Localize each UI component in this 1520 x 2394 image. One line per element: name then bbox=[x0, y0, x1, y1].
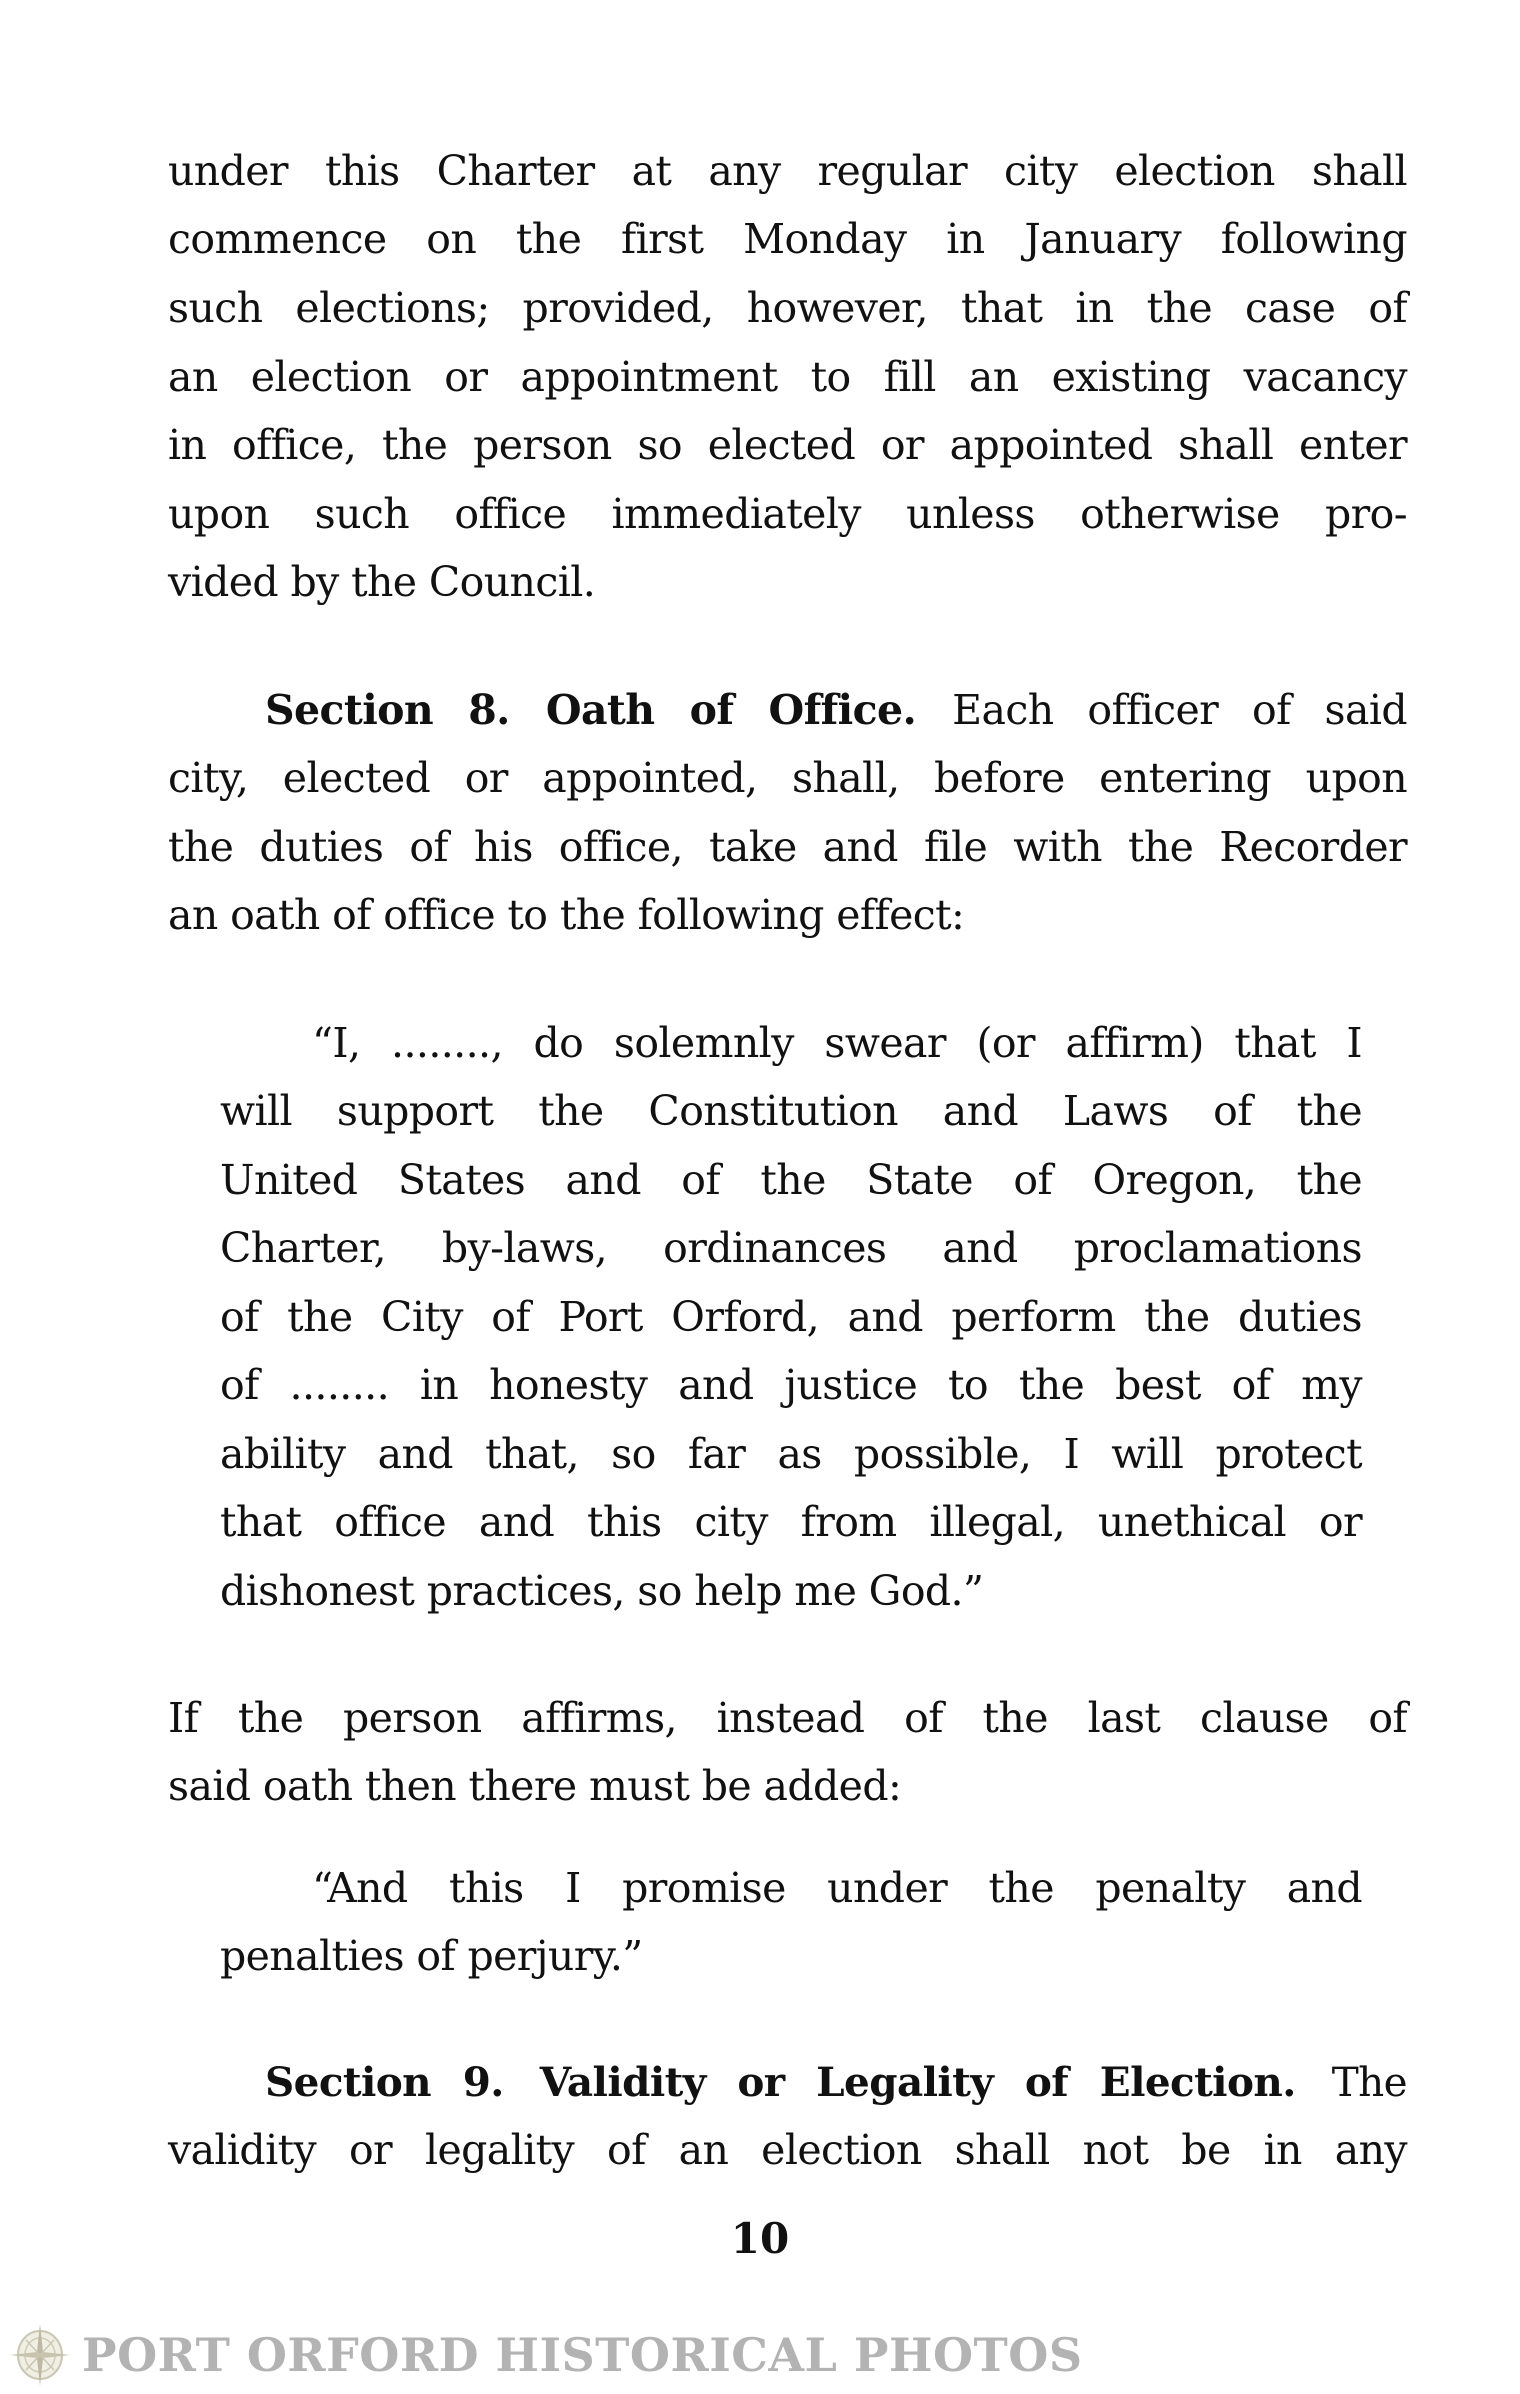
text-line: dishonest practices, so help me God.” bbox=[220, 1567, 984, 1615]
text-line: city, elected or appointed, shall, before entering upon bbox=[168, 754, 1407, 802]
text-line: validity or legality of an election shall not be in any bbox=[168, 2126, 1407, 2174]
text-line: the duties of his office, take and file with the Recorder bbox=[168, 823, 1407, 871]
text-line: an election or appointment to fill an existing vacancy bbox=[168, 353, 1407, 401]
text-line: of ........ in honesty and justice to the best of my bbox=[220, 1361, 1362, 1409]
text-line: United States and of the State of Oregon, the bbox=[220, 1156, 1362, 1204]
watermark-text: PORT ORFORD HISTORICAL PHOTOS bbox=[82, 2328, 1083, 2382]
text-line: upon such office immediately unless otherwise pro- bbox=[168, 490, 1407, 538]
text-line: that office and this city from illegal, unethical or bbox=[220, 1498, 1362, 1546]
section-title: Oath of Office. bbox=[545, 686, 917, 734]
text-fragment: Each officer of said bbox=[952, 686, 1407, 734]
page-number: 10 bbox=[730, 2214, 790, 2263]
section-number: Section 8. bbox=[265, 686, 510, 734]
compass-rose-icon bbox=[8, 2322, 72, 2388]
section-heading-line bbox=[265, 685, 1407, 735]
text-line: commence on the first Monday in January following bbox=[168, 215, 1407, 263]
text-line: “And this I promise under the penalty and bbox=[312, 1864, 1362, 1912]
watermark bbox=[8, 2322, 1083, 2388]
text-line: If the person affirms, instead of the last clause of bbox=[168, 1694, 1407, 1742]
section-title: Validity or Legality of Election. bbox=[539, 2058, 1296, 2106]
text-line: “I, ........, do solemnly swear (or affirm) that I bbox=[312, 1019, 1362, 1067]
section-heading-line bbox=[265, 2057, 1407, 2107]
text-line: vided by the Council. bbox=[168, 558, 596, 606]
text-line: an oath of office to the following effect: bbox=[168, 891, 965, 939]
text-line: such elections; provided, however, that in the case of bbox=[168, 284, 1407, 332]
text-line: in office, the person so elected or appointed shall enter bbox=[168, 421, 1407, 469]
text-line: Charter, by-laws, ordinances and proclamations bbox=[220, 1224, 1362, 1272]
text-fragment: The bbox=[1331, 2058, 1407, 2106]
text-line: ability and that, so far as possible, I will protect bbox=[220, 1430, 1362, 1478]
text-line: penalties of perjury.” bbox=[220, 1932, 643, 1980]
text-line: under this Charter at any regular city election shall bbox=[168, 147, 1407, 195]
text-line: will support the Constitution and Laws of the bbox=[220, 1087, 1362, 1135]
section-number: Section 9. bbox=[265, 2058, 504, 2106]
text-line: of the City of Port Orford, and perform the duties bbox=[220, 1293, 1362, 1341]
text-line: said oath then there must be added: bbox=[168, 1762, 902, 1810]
